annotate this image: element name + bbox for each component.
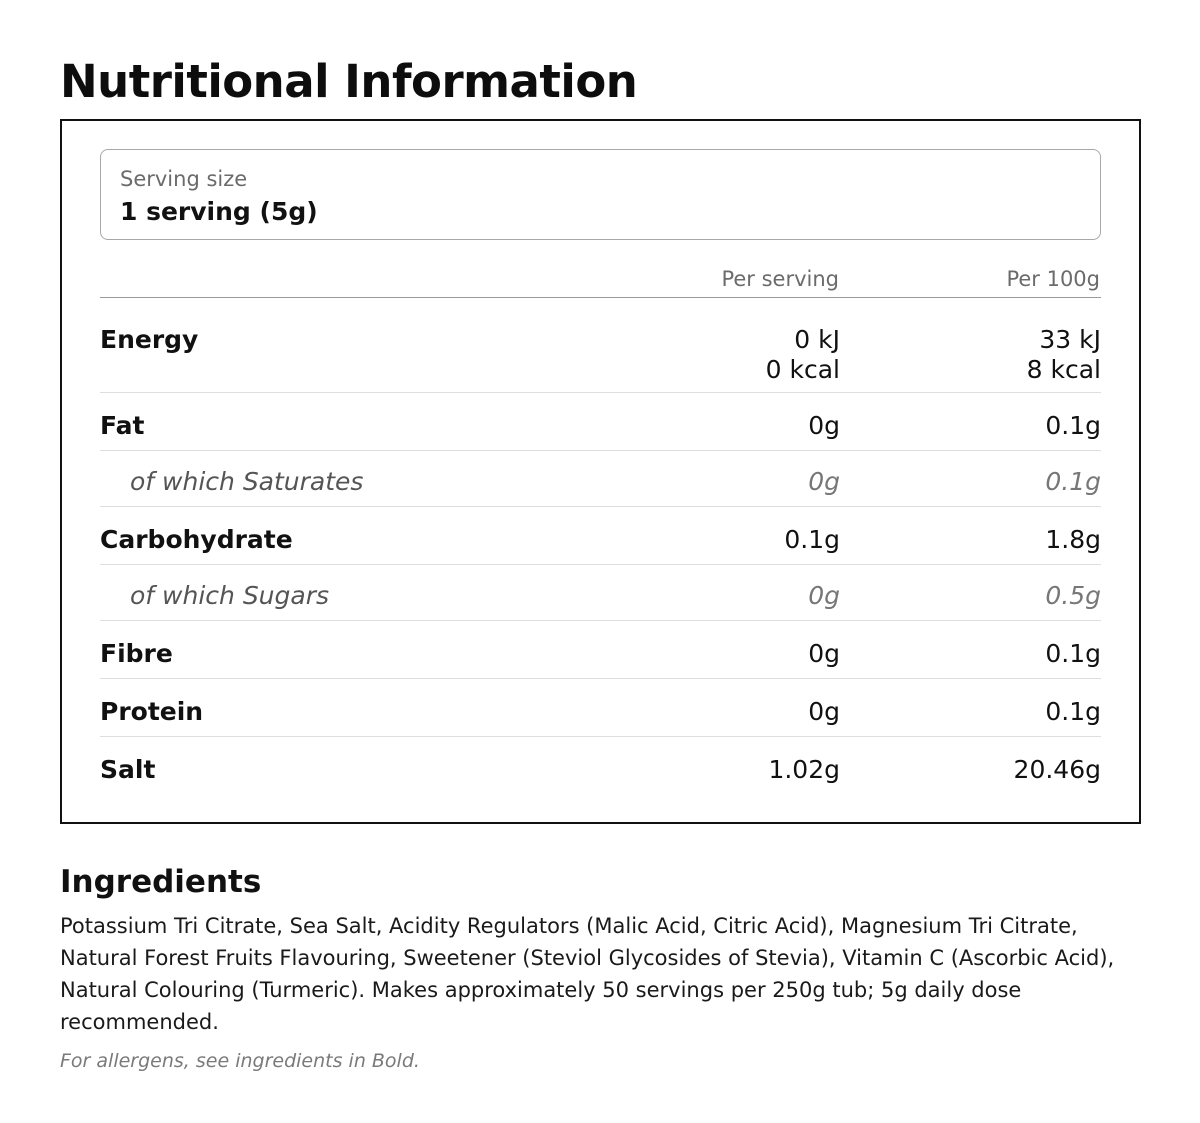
nutrient-name: of which Sugars	[130, 581, 330, 610]
column-header-per-100g: Per 100g	[1006, 267, 1100, 291]
energy-kcal-per-serving: 0 kcal	[765, 355, 840, 384]
column-header-per-serving: Per serving	[721, 267, 839, 291]
nutrition-table-panel	[60, 119, 1141, 824]
nutrient-per-serving-value: 0g	[808, 467, 840, 496]
serving-size-value: 1 serving (5g)	[120, 197, 318, 226]
nutrient-row-salt	[100, 737, 1101, 795]
nutrient-row-saturates	[100, 451, 1101, 507]
nutrient-per-100g-value: 0.1g	[1045, 411, 1101, 440]
nutrient-row-energy	[100, 298, 1101, 393]
nutrient-per-100g-value: 0.1g	[1045, 467, 1101, 496]
nutrient-per-100g-value: 0.1g	[1045, 697, 1101, 726]
nutrient-name: Protein	[100, 697, 204, 726]
energy-kj-per-serving: 0 kJ	[794, 325, 840, 354]
nutrient-per-100g-value: 1.8g	[1045, 525, 1101, 554]
nutrient-per-serving-value: 0g	[808, 411, 840, 440]
allergen-note: For allergens, see ingredients in Bold.	[60, 1050, 420, 1072]
nutrient-per-serving-value: 0g	[808, 697, 840, 726]
nutrient-per-serving-value: 0.1g	[784, 525, 840, 554]
nutrient-per-serving-value: 1.02g	[768, 755, 840, 784]
energy-kj-per-100g: 33 kJ	[1039, 325, 1101, 354]
energy-kcal-per-100g: 8 kcal	[1026, 355, 1101, 384]
ingredients-heading: Ingredients	[60, 864, 262, 900]
serving-size-label: Serving size	[120, 167, 248, 191]
nutrient-name: of which Saturates	[130, 467, 364, 496]
nutrient-name: Energy	[100, 325, 199, 354]
ingredients-text: Potassium Tri Citrate, Sea Salt, Acidity Regulators (Malic Acid, Citric Acid), Magnesium Tri Citrate, Natural Forest Fruits Flavouring, Sweetener (Steviol Glycosides of Stevia), Vitamin C (Ascorbic Acid), Natural Colouring (Turmeric). Makes approximately 50 servings per 250g tub; 5g daily dose recommended.	[60, 914, 1115, 1034]
nutrient-name: Fat	[100, 411, 145, 440]
nutrient-name: Salt	[100, 755, 156, 784]
nutrient-name: Carbohydrate	[100, 525, 293, 554]
nutrient-per-100g-value: 0.5g	[1045, 581, 1101, 610]
nutrient-row-carbohydrate	[100, 507, 1101, 565]
nutrient-row-protein	[100, 679, 1101, 737]
nutrient-per-serving-value: 0g	[808, 581, 840, 610]
nutrient-row-fat	[100, 393, 1101, 451]
nutrient-per-100g-value	[1027, 325, 1101, 385]
nutrient-per-serving-value	[766, 325, 840, 385]
nutrient-name: Fibre	[100, 639, 173, 668]
nutrient-per-100g-value: 0.1g	[1045, 639, 1101, 668]
nutrient-row-fibre	[100, 621, 1101, 679]
nutrient-per-100g-value: 20.46g	[1013, 755, 1101, 784]
nutrient-row-sugars	[100, 565, 1101, 621]
page-title: Nutritional Information	[60, 55, 638, 108]
serving-size-box	[100, 149, 1101, 240]
nutrient-per-serving-value: 0g	[808, 639, 840, 668]
